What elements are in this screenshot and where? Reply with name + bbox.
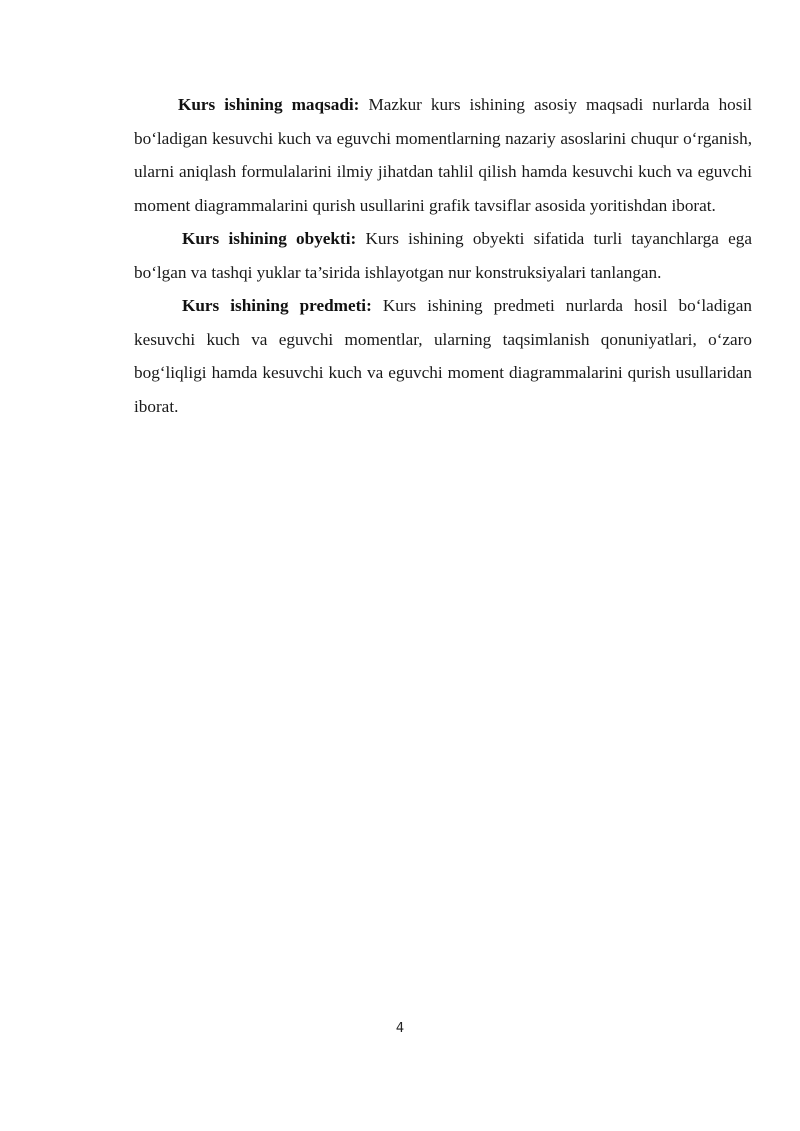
- paragraph-heading-maqsadi: Kurs ishining maqsadi:: [178, 95, 360, 114]
- paragraph-heading-predmeti: Kurs ishining predmeti:: [182, 296, 372, 315]
- paragraph-text-maqsadi: Mazkur kurs ishining asosiy maqsadi nurlarda hosil bo‘ladigan kesuvchi kuch va eguvchi momentlarning nazariy asoslarini chuqur o‘rganish, ularni aniqlash formulalarini ilmiy jihatdan tahlil qilish hamda kesuvchi kuch va eguvchi moment diagrammalarini qurish usullarini grafik tavsiflar asosida yoritishdan iborat.: [134, 95, 752, 215]
- paragraph-maqsadi: [134, 88, 752, 222]
- paragraph-text-predmeti: Kurs ishining predmeti nurlarda hosil bo‘ladigan kesuvchi kuch va eguvchi momentlar, ularning taqsimlanish qonuniyatlari, o‘zaro bog‘liqligi hamda kesuvchi kuch va eguvchi moment diagrammalarini qurish usullaridan iborat.: [134, 296, 753, 416]
- page-number: 4: [395, 1021, 405, 1036]
- paragraph-predmeti: [134, 289, 752, 423]
- paragraph-text-obyekti: Kurs ishining obyekti sifatida turli tayanchlarga ega bo‘lgan va tashqi yuklar ta’sirida ishlayotgan nur konstruksiyalari tanlangan.: [134, 229, 752, 282]
- paragraph-obyekti: [134, 222, 752, 289]
- paragraph-heading-obyekti: Kurs ishining obyekti:: [182, 229, 357, 248]
- page-body: [134, 88, 752, 423]
